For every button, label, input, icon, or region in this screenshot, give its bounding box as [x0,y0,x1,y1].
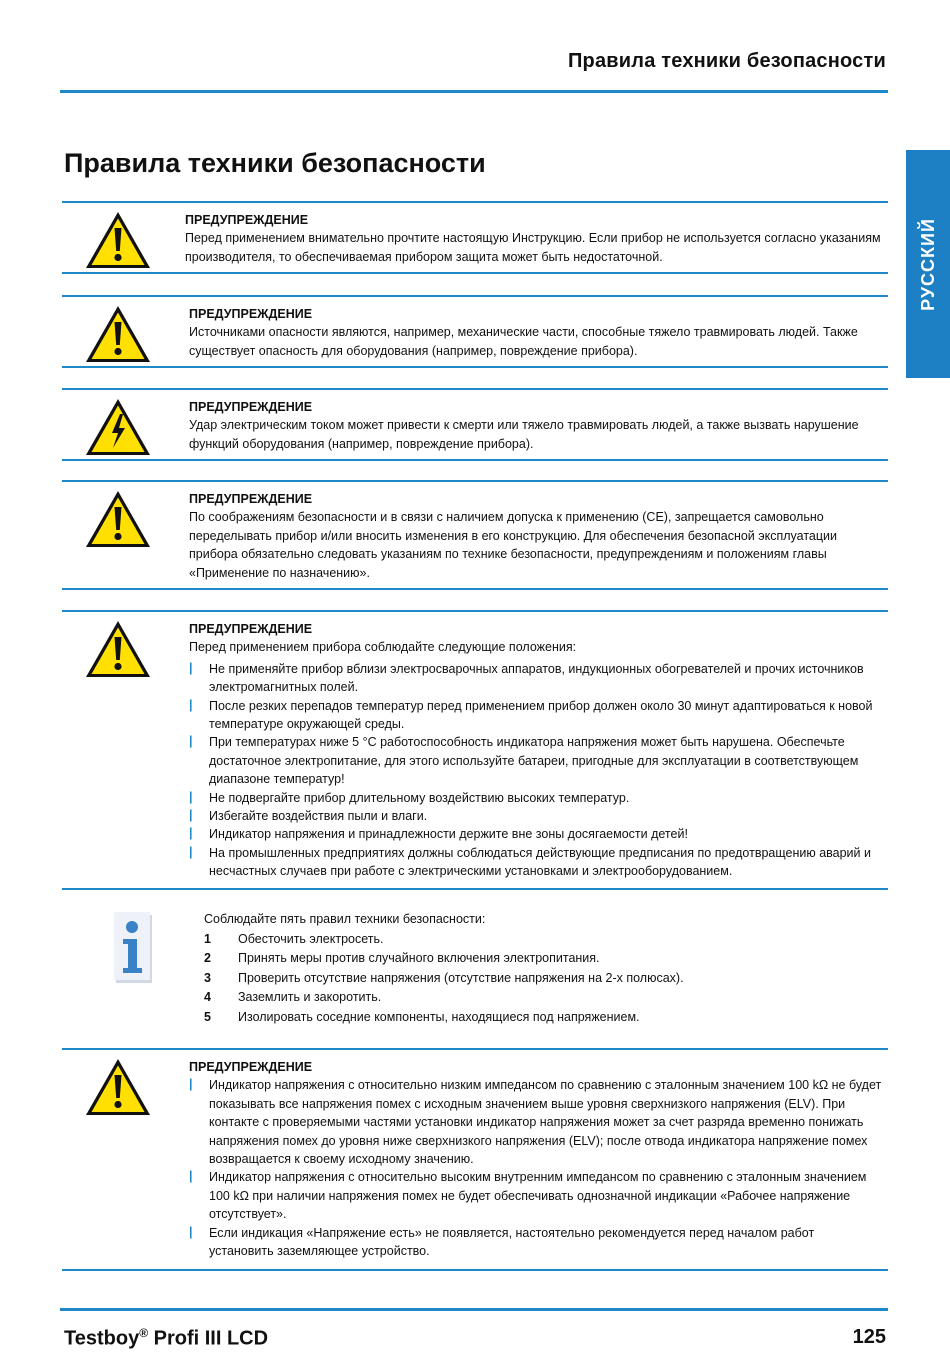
list-item: | Индикатор напряжения с относительно низким импедансом по сравнению с эталонным значением 100 kΩ не будет показывать все напряжения помех с исходным значением выше уровня сверхнизкого напряжения (ELV). При контакте с проверяемыми частями установки индикатор напряжения может за счет разряда временно понижать напряжения помех до уровня ниже сверхнизкого напряжения (ELV); после отвода индикатора напряжение помех возвращается к своему исходному значению. [189,1076,882,1168]
info-icon [114,912,154,984]
list-item: | Если индикация «Напряжение есть» не появляется, настоятельно рекомендуется перед началом работ установить заземляющее устройство. [189,1224,882,1261]
page-number: 125 [852,1326,886,1348]
list-item: | Избегайте воздействия пыли и влаги. [189,807,882,825]
step-text: Обесточить электросеть. [238,931,384,946]
info-block [62,906,888,1036]
warning-title: ПРЕДУПРЕЖДЕНИЕ [185,213,309,227]
header-title: Правила техники безопасности [567,50,886,72]
step-number: 1 [204,931,211,946]
warning-box-6 [62,1048,888,1271]
list-item: | Индикатор напряжения с относительно высоким внутренним импедансом по сравнению с эталонным значением 100 kΩ при наличии напряжения помех не будет обеспечивать однозначной индикации «Рабочее напряжение отсутствует». [189,1168,882,1223]
info-step [204,949,684,969]
list-item: | На промышленных предприятиях должны соблюдаться действующие предписания по предотвращению аварий и несчастных случаев при работе с электрическими установками и электрооборудованием. [189,844,882,881]
warning-exclamation-icon [84,619,152,679]
warning-text: По соображениям безопасности и в связи с наличием допуска к применению (CE), запрещается самовольно переделывать прибор и/или вносить изменения в его конструкцию. Для обеспечения безопасной эксплуатации прибора обязательно следовать указаниям по технике безопасности, предупреждениям и положениям главы «Применение по назначению». [189,510,837,580]
warning-title: ПРЕДУПРЕЖДЕНИЕ [189,307,313,321]
step-text: Проверить отсутствие напряжения (отсутствие напряжения на 2-х полюсах). [238,970,684,985]
language-tab[interactable] [906,150,950,378]
language-tab-label: РУССКИЙ [917,217,938,311]
footer-product [64,1326,268,1351]
warning-exclamation-icon [84,210,152,270]
footer-model: Profi III LCD [148,1327,269,1350]
warning-box-1 [62,201,888,274]
header-rule [60,90,888,93]
warning-text: Удар электрическим током может привести к смерти или тяжело травмировать людей, а также вызвать нарушение функций оборудования (например, повреждение прибора). [189,418,859,451]
warning-box-4 [62,480,888,590]
step-text: Изолировать соседние компоненты, находящиеся под напряжением. [238,1009,640,1024]
step-number: 3 [204,970,211,985]
warning-title: ПРЕДУПРЕЖДЕНИЕ [189,622,313,636]
list-item: | Не применяйте прибор вблизи электросварочных аппаратов, индукционных обогревателей и прочих источников электромагнитных полей. [189,660,882,697]
warning-exclamation-icon [84,1057,152,1117]
list-item: | После резких перепадов температур перед применением прибор должен около 30 минут адаптироваться к новой температуре окружающей среды. [189,697,882,734]
footer-rule [60,1308,888,1311]
step-number: 5 [204,1009,211,1024]
warning-box-2 [62,295,888,368]
warning-box-3 [62,388,888,461]
step-number: 4 [204,990,211,1004]
warning-box-5 [62,610,888,890]
info-step [204,969,684,989]
step-text: Заземлить и закоротить. [238,990,382,1004]
page-title: Правила техники безопасности [64,148,486,178]
warning-title: ПРЕДУПРЕЖДЕНИЕ [189,492,313,506]
list-item: | Не подвергайте прибор длительному воздействию высоких температур. [189,789,882,807]
warning-exclamation-icon [84,489,152,549]
info-intro: Соблюдайте пять правил техники безопасности: [204,912,486,926]
warning-text: Источниками опасности являются, например, механические части, способные тяжело травмировать людей. Также существует опасность для оборудования (например, повреждение прибора). [189,325,858,358]
info-step [204,1008,684,1028]
step-text: Принять меры против случайного включения электропитания. [238,951,600,965]
registered-mark: ® [139,1326,149,1340]
info-step [204,930,684,950]
warning-intro: Перед применением прибора соблюдайте следующие положения: [189,640,577,655]
list-item: | Индикатор напряжения и принадлежности держите вне зоны досягаемости детей! [189,825,882,843]
warning-title: ПРЕДУПРЕЖДЕНИЕ [189,400,313,414]
footer-brand: Testboy [64,1327,140,1350]
info-step [204,988,684,1008]
warning-title: ПРЕДУПРЕЖДЕНИЕ [189,1060,313,1074]
list-item: | При температурах ниже 5 °C работоспособность индикатора напряжения может быть нарушена. Обеспечьте достаточное электропитание, для этого используйте батареи, пригодные для эксплуатации в соответствующем диапазоне температур! [189,733,882,788]
warning-exclamation-icon [84,304,152,364]
step-number: 2 [204,951,211,965]
warning-text: Перед применением внимательно прочтите настоящую Инструкцию. Если прибор не используется согласно указаниям производителя, то обеспечиваемая прибором защита может быть недостаточной. [185,231,881,264]
electric-shock-icon [84,397,152,457]
